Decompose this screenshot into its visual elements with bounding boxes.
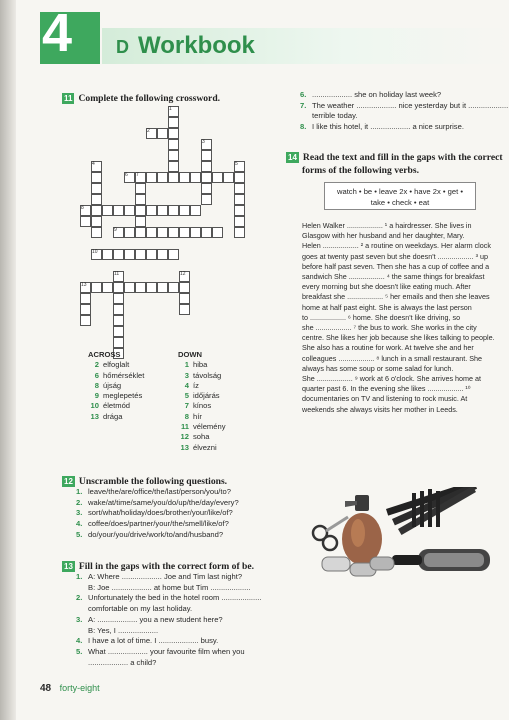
unit-number: 4 — [42, 3, 73, 63]
item-text: terrible today. — [312, 111, 358, 121]
gap-item — [76, 583, 261, 594]
clue-number: 13 — [180, 442, 189, 452]
crossword-cell[interactable] — [179, 293, 190, 304]
item-text: ................... a child? — [88, 657, 157, 667]
clue-item — [178, 443, 226, 453]
clue-item — [178, 371, 226, 381]
clue-word: időjárás — [193, 391, 220, 401]
reading-line: always has some soup or some salad for lunch. — [302, 363, 454, 373]
reading-line: home at half past eight. She is always the last person — [302, 302, 472, 312]
verb-list-1: watch • be • leave 2x • have 2x • get • — [336, 187, 463, 196]
section-14-title-1: Read the text and fill in the gaps with the correct — [302, 152, 503, 163]
crossword-cell[interactable] — [135, 282, 146, 293]
item-number: 5. — [76, 646, 83, 656]
crossword-cell[interactable] — [201, 172, 212, 183]
crossword-cell[interactable] — [102, 249, 113, 260]
gap-item — [76, 647, 261, 658]
item-number: 4. — [76, 519, 83, 529]
clue-item — [88, 412, 144, 422]
section-13-heading — [62, 561, 254, 572]
clue-word: elfoglalt — [103, 360, 130, 370]
reading-line: goes at twenty past seven but she doesn't .................. ³ up — [302, 251, 488, 261]
reading-line: breakfast she .................. ⁵ her emails and then she leaves — [302, 292, 490, 302]
crossword-cell[interactable] — [124, 227, 135, 238]
crossword-cell[interactable] — [146, 205, 157, 216]
reading-line: quarter past 6. In the evening she likes .................. ¹⁰ — [302, 384, 471, 394]
item-number: 3. — [76, 508, 83, 518]
clue-number: 3 — [184, 370, 189, 380]
crossword-cell[interactable] — [179, 227, 190, 238]
gap-item — [300, 122, 508, 133]
clue-item — [178, 432, 226, 442]
reading-line: before half past seven. Then she has a cup of coffee and a — [302, 261, 490, 271]
gap-item — [300, 101, 508, 112]
clue-number: 4 — [184, 380, 189, 390]
section-11-heading — [62, 93, 220, 104]
verb-word-box — [324, 182, 476, 210]
item-number: 2. — [76, 593, 83, 603]
page-spine — [0, 0, 16, 720]
unscramble-item — [76, 519, 239, 530]
crossword-cell[interactable] — [201, 194, 212, 205]
crossword-cell[interactable] — [179, 282, 190, 293]
reading-line: centre. She likes her job because she likes talking to people. — [302, 333, 495, 343]
item-number: 1. — [76, 572, 83, 581]
clue-number: 2 — [94, 360, 99, 370]
clue-number: 1 — [184, 360, 189, 370]
crossword-number: 7 — [136, 172, 139, 178]
clue-word: hír — [193, 411, 202, 421]
reading-line: She .................. ⁹ work at 6 o'clock. She arrives home at — [302, 374, 482, 384]
item-number: 4. — [76, 636, 83, 646]
crossword-cell[interactable] — [190, 172, 201, 183]
spray-bottle-icon — [342, 495, 382, 565]
item-text: Unfortunately the bed in the hotel room ................... — [88, 593, 262, 603]
clue-word: drága — [103, 411, 123, 421]
clue-item — [178, 381, 226, 391]
crossword-cell[interactable] — [157, 227, 168, 238]
crossword-cell[interactable] — [179, 172, 190, 183]
across-clues — [88, 350, 144, 422]
crossword-cell[interactable] — [168, 249, 179, 260]
clue-word: vélemény — [193, 422, 226, 432]
clue-item — [178, 422, 226, 432]
crossword-cell[interactable] — [135, 205, 146, 216]
crossword-cell[interactable] — [135, 194, 146, 205]
crossword-cell[interactable] — [179, 205, 190, 216]
crossword-cell[interactable] — [113, 282, 124, 293]
crossword-cell[interactable] — [80, 315, 91, 326]
workbook-title: Workbook — [138, 32, 255, 59]
crossword-number: 6 — [125, 172, 128, 178]
across-heading: ACROSS — [88, 350, 121, 359]
gap-item — [76, 615, 261, 626]
crossword-cell[interactable] — [124, 205, 135, 216]
crossword-cell[interactable] — [201, 161, 212, 172]
gap-item — [76, 626, 261, 637]
clue-item — [178, 360, 226, 370]
section-13-title: Fill in the gaps with the correct form of be. — [78, 561, 255, 572]
gap-item — [76, 658, 261, 669]
crossword-cell[interactable] — [157, 249, 168, 260]
verb-list-2: take • check • eat — [370, 198, 430, 207]
crossword-cell[interactable] — [113, 205, 124, 216]
crossword-cell[interactable] — [80, 216, 91, 227]
reading-line: weekends she always visits her mother in Leeds. — [302, 404, 458, 414]
clue-word: élvezni — [193, 442, 217, 452]
combs-icon — [386, 487, 477, 535]
hairdresser-tools-photo — [300, 487, 500, 587]
reading-line: documentaries on TV and listening to rock music. At — [302, 394, 468, 404]
crossword-cell[interactable] — [168, 282, 179, 293]
clue-word: soha — [193, 432, 210, 442]
reading-line: She also has a routine for work. At twelve she and her — [302, 343, 474, 353]
be-gap-list — [76, 572, 261, 668]
crossword-cell[interactable] — [234, 194, 245, 205]
clue-number: 11 — [180, 422, 189, 432]
item-text: I have a lot of time. I ................... busy. — [88, 636, 219, 646]
crossword-cell[interactable] — [80, 293, 91, 304]
item-text: sort/what/holiday/does/brother/your/like/of? — [88, 508, 233, 518]
reading-line: she .................. ⁷ the bus to work. She works in the city — [302, 323, 477, 333]
crossword-cell[interactable] — [146, 282, 157, 293]
crossword-cell[interactable] — [146, 227, 157, 238]
crossword-cell[interactable] — [135, 216, 146, 227]
crossword-number: 11 — [114, 271, 120, 277]
section-14-heading — [286, 152, 503, 176]
item-text: I like this hotel, it ................... a nice surprise. — [312, 122, 464, 132]
item-text: A: ................... you a new student here? — [88, 614, 223, 624]
crossword-cell[interactable] — [80, 304, 91, 315]
clue-word: hőmérséklet — [103, 370, 145, 380]
crossword-cell[interactable] — [168, 117, 179, 128]
section-12-number: 12 — [64, 477, 73, 486]
clue-word: meglepetés — [103, 391, 143, 401]
crossword-cell[interactable] — [234, 172, 245, 183]
crossword-number: 2 — [147, 128, 150, 134]
crossword-number: 13 — [81, 282, 87, 288]
crossword-cell[interactable] — [91, 183, 102, 194]
crossword-cell[interactable] — [234, 205, 245, 216]
clue-word: újság — [103, 380, 122, 390]
down-heading: DOWN — [178, 350, 203, 359]
gap-item — [76, 593, 261, 604]
crossword-cell[interactable] — [190, 227, 201, 238]
crossword-cell[interactable] — [157, 128, 168, 139]
item-number: 1. — [76, 487, 83, 496]
clue-item — [88, 371, 144, 381]
crossword-cell[interactable] — [168, 161, 179, 172]
unscramble-item — [76, 530, 239, 541]
gap-item — [300, 90, 508, 101]
crossword-number: 5 — [235, 161, 238, 167]
item-number: 8. — [300, 122, 307, 132]
clue-item — [178, 412, 226, 422]
reading-line: Glasgow with her husband and her daughter, Mary. — [302, 231, 465, 241]
clue-word: kínos — [193, 401, 212, 411]
crossword-cell[interactable] — [113, 293, 124, 304]
item-text: wake/at/time/same/you/do/up/the/day/every? — [88, 497, 239, 507]
section-14-number: 14 — [288, 153, 297, 162]
crossword-cell[interactable] — [113, 315, 124, 326]
crossword-cell[interactable] — [124, 249, 135, 260]
clue-item — [178, 401, 226, 411]
clue-number: 10 — [90, 401, 99, 411]
crossword-number: 8 — [81, 205, 84, 211]
crossword-cell[interactable] — [91, 205, 102, 216]
reading-line: sandwich She .................. ⁴ the same things for breakfast — [302, 272, 485, 282]
crossword-cell[interactable] — [168, 128, 179, 139]
clue-item — [178, 391, 226, 401]
clue-word: íz — [193, 380, 199, 390]
crossword-cell[interactable] — [135, 183, 146, 194]
crossword-cell[interactable] — [168, 205, 179, 216]
crossword-cell[interactable] — [190, 205, 201, 216]
clue-number: 12 — [180, 432, 189, 442]
clue-item — [88, 360, 144, 370]
crossword-cell[interactable] — [168, 227, 179, 238]
crossword-cell[interactable] — [124, 282, 135, 293]
crossword-number: 1 — [169, 106, 172, 112]
crossword-cell[interactable] — [168, 172, 179, 183]
section-11-title: Complete the following crossword. — [78, 93, 221, 104]
item-text: B: Joe ................... at home but Tim ................... — [88, 582, 251, 592]
crossword-number: 12 — [180, 271, 186, 277]
crossword-cell[interactable] — [113, 337, 124, 348]
down-clues — [178, 350, 226, 453]
crossword-number: 10 — [92, 249, 98, 255]
clue-word: hiba — [193, 360, 208, 370]
crossword-cell[interactable] — [91, 227, 102, 238]
section-11-number: 11 — [64, 94, 73, 103]
section-12-heading — [62, 476, 227, 487]
item-number: 5. — [76, 529, 83, 539]
reading-line: to .................. ⁶ home. She doesn't like driving, so — [302, 312, 461, 322]
crossword-cell[interactable] — [91, 172, 102, 183]
item-text: B: Yes, I ................... — [88, 625, 159, 635]
crossword-cell[interactable] — [113, 249, 124, 260]
crossword-cell[interactable] — [157, 282, 168, 293]
clue-item — [88, 401, 144, 411]
crossword-number: 9 — [114, 227, 117, 233]
clue-number: 8 — [94, 380, 99, 390]
crossword-cell[interactable] — [223, 172, 234, 183]
crossword-cell[interactable] — [91, 216, 102, 227]
crossword-cell[interactable] — [157, 172, 168, 183]
item-number: 6. — [300, 90, 307, 99]
crossword-number: 3 — [202, 139, 205, 145]
reading-text — [302, 221, 495, 415]
page-footer — [40, 683, 100, 694]
crossword-cell[interactable] — [146, 249, 157, 260]
crossword-cell[interactable] — [91, 194, 102, 205]
crossword-cell[interactable] — [168, 139, 179, 150]
crossword-cell[interactable] — [234, 227, 245, 238]
clue-number: 6 — [94, 370, 99, 380]
crossword-cell[interactable] — [135, 249, 146, 260]
clue-word: életmód — [103, 401, 131, 411]
item-text: ................... she on holiday last week? — [312, 90, 442, 99]
item-text: comfortable on my last holiday. — [88, 604, 193, 614]
crossword-cell[interactable] — [157, 205, 168, 216]
workbook-title-bar — [102, 28, 509, 64]
clue-number: 13 — [90, 411, 99, 421]
reading-line: every morning but she doesn't like eating much. After — [302, 282, 471, 292]
lesson-letter: D — [116, 37, 129, 57]
clue-number: 8 — [184, 411, 189, 421]
crossword-cell[interactable] — [113, 326, 124, 337]
reading-line: colleagues .................. ⁸ lunch in a small restaurant. She — [302, 353, 483, 363]
gap-item — [76, 572, 261, 583]
item-number: 7. — [300, 100, 307, 110]
reading-line: Helen Walker .................. ¹ a hairdresser. She lives in — [302, 221, 472, 230]
crossword-cell[interactable] — [201, 150, 212, 161]
item-text: A: Where ................... Joe and Tim last night? — [88, 572, 243, 581]
be-gap-list-continued — [300, 90, 508, 133]
clue-number: 7 — [184, 401, 189, 411]
crossword-cell[interactable] — [212, 172, 223, 183]
crossword-cell[interactable] — [168, 150, 179, 161]
unscramble-item — [76, 508, 239, 519]
item-text: What ................... your favourite film when you — [88, 646, 245, 656]
gap-item — [76, 604, 261, 615]
unscramble-item — [76, 487, 239, 498]
crossword-cell[interactable] — [102, 282, 113, 293]
crossword-cell[interactable] — [102, 205, 113, 216]
clue-word: távolság — [193, 370, 222, 380]
crossword-cell[interactable] — [91, 282, 102, 293]
item-text: leave/the/are/office/the/last/person/you/to? — [88, 487, 231, 496]
crossword-cell[interactable] — [179, 304, 190, 315]
unscramble-list — [76, 487, 239, 541]
gap-item — [300, 111, 508, 122]
crossword-cell[interactable] — [201, 227, 212, 238]
crossword-cell[interactable] — [146, 172, 157, 183]
unscramble-item — [76, 498, 239, 509]
item-text: do/your/you/drive/work/to/and/husband? — [88, 529, 224, 539]
clue-number: 5 — [184, 391, 189, 401]
crossword-cell[interactable] — [113, 304, 124, 315]
section-13-number: 13 — [64, 562, 73, 571]
crossword-cell[interactable] — [234, 216, 245, 227]
section-14-title-2: forms of the following verbs. — [302, 165, 419, 176]
item-text: coffee/does/partner/your/the/smell/like/of? — [88, 519, 229, 529]
item-number: 3. — [76, 614, 83, 624]
crossword-cell[interactable] — [212, 227, 223, 238]
gap-item — [76, 636, 261, 647]
crossword-cell[interactable] — [234, 183, 245, 194]
crossword-cell[interactable] — [201, 183, 212, 194]
clue-number: 9 — [94, 391, 99, 401]
page-number-words: forty-eight — [59, 683, 100, 693]
section-12-title: Unscramble the following questions. — [78, 476, 228, 487]
page-number: 48 — [40, 683, 52, 694]
reading-line: Helen .................. ² a routine on weekdays. Her alarm clock — [302, 241, 491, 251]
crossword-cell[interactable] — [135, 227, 146, 238]
crossword-number: 4 — [92, 161, 95, 167]
round-brush-icon — [392, 549, 490, 571]
item-text: The weather ................... nice yesterday but it ................... — [312, 100, 509, 110]
clue-item — [88, 381, 144, 391]
clue-item — [88, 391, 144, 401]
item-number: 2. — [76, 497, 83, 507]
